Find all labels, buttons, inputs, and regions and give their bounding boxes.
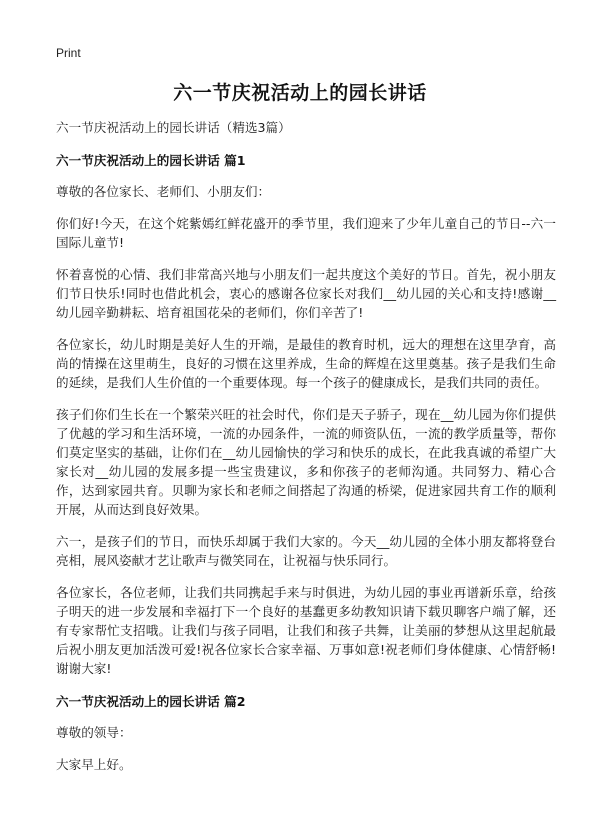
paragraph: 各位家长，各位老师，让我们共同携起手来与时俱进，为幼儿园的事业再谱新乐章，给孩子明天的进一步发展和幸福打下一个良好的基蠢更多幼教知识请下载贝聊客户端了解，还有专家帮忙支招哦。让我们与孩子同唱，让我们和孩子共舞，让美丽的梦想从这里起航最后祝小朋友更加活泼可爱!祝各位家长合家幸福、万事如意!祝老师们身体健康、心情舒畅!谢谢大家! (56, 585, 556, 676)
document-body (56, 118, 556, 787)
paragraph: 尊敬的各位家长、老师们、小朋友们： (56, 184, 271, 199)
paragraph: 怀着喜悦的心情、我们非常高兴地与小朋友们一起共度这个美好的节日。首先，祝小朋友们节日快乐!同时也借此机会，衷心的感谢各位家长对我们__幼儿园的关心和支持!感谢__幼儿园辛勤耕耘、培育祖国花朵的老师们，你们辛苦了! (56, 267, 556, 320)
paragraph: 你们好!今天，在这个姹紫嫣红鲜花盛开的季节里，我们迎来了少年儿童自己的节日--六一国际儿童节! (56, 216, 556, 250)
paragraph: 六一，是孩子们的节日，而快乐却属于我们大家的。今天__幼儿园的全体小朋友都将登台亮相，展风姿献才艺让歌声与微笑同在，让祝福与快乐同行。 (56, 534, 556, 568)
document-subtitle: 六一节庆祝活动上的园长讲话（精选3篇） (56, 120, 291, 135)
page-title: 六一节庆祝活动上的园长讲话 (173, 82, 427, 104)
section-heading-1: 六一节庆祝活动上的园长讲话 篇1 (56, 153, 246, 168)
paragraph: 孩子们你们生长在一个繁荣兴旺的社会时代，你们是天子骄子，现在__幼儿园为你们提供了优越的学习和生活环境，一流的办园条件，一流的师资队伍，一流的教学质量等，帮你们莫定坚实的基础，让你们在__幼儿园愉快的学习和快乐的成长，在此我真诚的希望广大家长对__幼儿园的发展多提一些宝贵建议，多和你孩子的老师沟通。共同努力、精心合作，达到家园共育。贝聊为家长和老师之间搭起了沟通的桥梁，促进家园共育工作的顺利开展，从而达到良好效果。 (56, 407, 556, 517)
paragraph: 各位家长，幼儿时期是美好人生的开端，是最佳的教育时机，远大的理想在这里孕育，高尚的情操在这里萌生，良好的习惯在这里养成，生命的辉煌在这里奠基。孩子是我们生命的延续，是我们人生价值的一个重要体现。每一个孩子的健康成长，是我们共同的责任。 (56, 337, 556, 390)
print-link[interactable]: Print (56, 46, 81, 60)
paragraph: 尊敬的领导： (56, 725, 132, 740)
section-heading-2: 六一节庆祝活动上的园长讲话 篇2 (56, 694, 246, 709)
paragraph: 大家早上好。 (56, 757, 132, 772)
